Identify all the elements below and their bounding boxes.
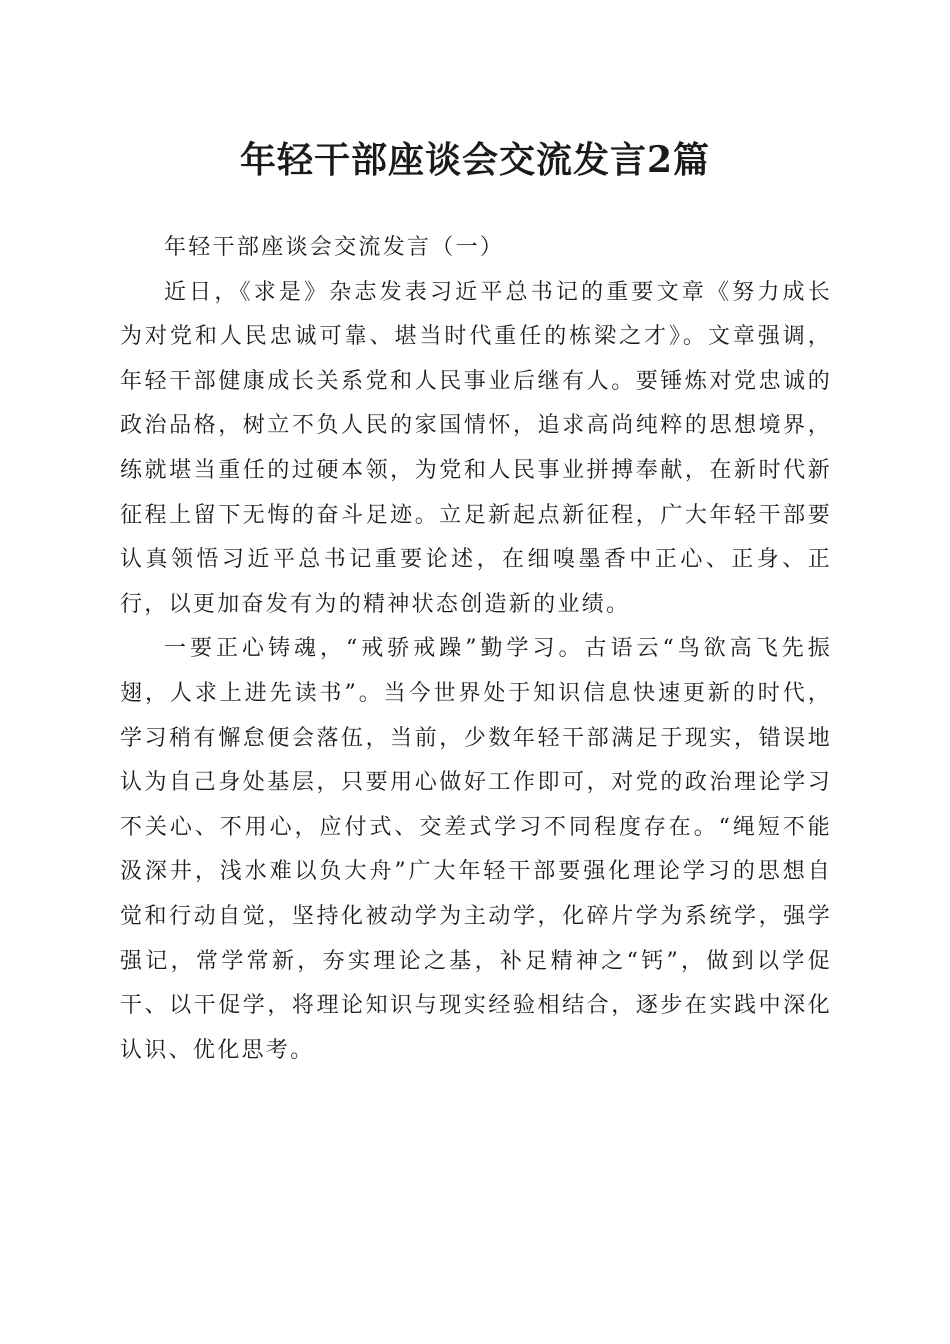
section-heading: 年轻干部座谈会交流发言（一） <box>164 235 505 260</box>
paragraph-intro: 近日，《求是》杂志发表习近平总书记的重要文章《努力成长为对党和人民忠诚可靠、堪当时代重任的栋梁之才》。文章强调，年轻干部健康成长关系党和人民事业后继有人。要锤炼对党忠诚的政治品格，树立不负人民的家国情怀，追求高尚纯粹的思想境界，练就堪当重任的过硬本领，为党和人民事业拼搏奉献，在新时代新征程上留下无悔的奋斗足迹。立足新起点新征程，广大年轻干部要认真领悟习近平总书记重要论述，在细嗅墨香中正心、正身、正行，以更加奋发有为的精神状态创造新的业绩。 <box>120 279 832 617</box>
document-body <box>120 226 832 1073</box>
document-title: 年轻干部座谈会交流发言2篇 <box>239 139 711 181</box>
paragraph-point-one: 一要正心铸魂，“戒骄戒躁”勤学习。古语云“鸟欲高飞先振翅，人求上进先读书”。当今世界处于知识信息快速更新的时代，学习稍有懈怠便会落伍，当前，少数年轻干部满足于现实，错误地认为自己身处基层，只要用心做好工作即可，对党的政治理论学习不关心、不用心，应付式、交差式学习不同程度存在。“绳短不能汲深井，浅水难以负大舟”广大年轻干部要强化理论学习的思想自觉和行动自觉，坚持化被动学为主动学，化碎片学为系统学，强学强记，常学常新，夯实理论之基，补足精神之“钙”，做到以学促干、以干促学，将理论知识与现实经验相结合，逐步在实践中深化认识、优化思考。 <box>120 636 832 1063</box>
